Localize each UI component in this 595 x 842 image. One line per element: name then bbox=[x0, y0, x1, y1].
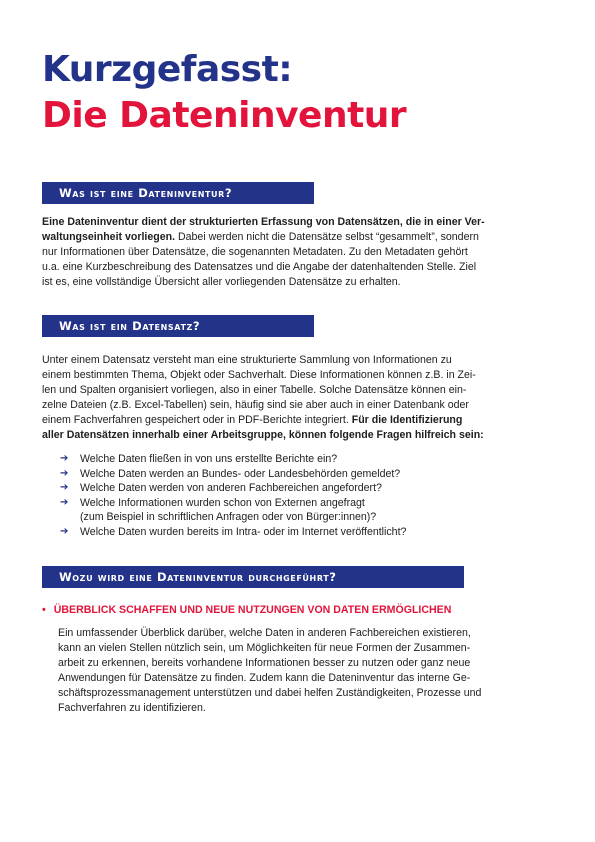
section1-line-5: ist es, eine vollständige Übersicht aller vorliegenden Datensätze zu erhalten. bbox=[42, 276, 401, 288]
section2-line-6 bbox=[42, 428, 542, 443]
section3-line-3: arbeit zu erkennen, bereits vorhandene Informationen besser zu nutzen oder ganz neue bbox=[58, 657, 471, 669]
page-title-line-1: Kurzgefasst: bbox=[42, 49, 293, 90]
section3-line-5: schäftsprozessmanagement unterstützen und dabei helfen Zuständigkeiten, Prozesse und bbox=[58, 687, 482, 699]
section1-line-2-rest: Dabei werden nicht die Datensätze selbst “gesammelt”, sondern bbox=[175, 231, 479, 243]
arrow-right-icon: ➔ bbox=[60, 482, 69, 493]
section3-line-2: kann an vielen Stellen nützlich sein, um Möglichkeiten für neue Formen der Zusammen- bbox=[58, 642, 471, 654]
section2-line-2: einem bestimmten Thema, Objekt oder Sachverhalt. Diese Informationen können z.B. in Zei- bbox=[42, 369, 476, 381]
section2-line-5 bbox=[42, 413, 542, 428]
section1-line-3: nur Informationen über Datensätze, die sogenannten Metadaten. Zu den Metadaten gehört bbox=[42, 246, 468, 258]
list-item bbox=[60, 467, 406, 482]
question-text: Welche Daten wurden bereits im Intra- oder im Internet veröffentlicht? bbox=[80, 525, 407, 538]
section2-line-1: Unter einem Datensatz versteht man eine strukturierte Sammlung von Informationen zu bbox=[42, 354, 452, 366]
section1-bold-2: waltungseinheit vorliegen. bbox=[42, 231, 176, 243]
section-heading-what-is-dataset: Was ist ein Datensatz? bbox=[42, 315, 314, 337]
section-heading-what-is-inventory: Was ist eine Dateninventur? bbox=[42, 182, 314, 204]
section3-line-1: Ein umfassender Überblick darüber, welche Daten in anderen Fachbereichen existieren, bbox=[58, 627, 471, 639]
section3-paragraph bbox=[58, 626, 548, 716]
question-text: Welche Daten werden an Bundes- oder Landesbehörden gemeldet? bbox=[80, 467, 401, 480]
section2-line-3: len und Spalten organisiert vorliegen, also in einer Tabelle. Solche Datensätze können ein- bbox=[42, 384, 467, 396]
question-text: Welche Daten fließen in von uns erstellte Berichte ein? bbox=[80, 453, 338, 465]
arrow-right-icon: ➔ bbox=[60, 525, 69, 537]
section2-line-6-bold: aller Datensätzen innerhalb einer Arbeitsgruppe, können folgende Fragen hilfreich sein: bbox=[42, 429, 484, 441]
section3-subheading bbox=[42, 604, 451, 616]
section2-line-4: zelne Dateien (z.B. Excel-Tabellen) sein, häufig sind sie aber auch in einer Datenbank oder bbox=[42, 399, 469, 411]
section3-line-6: Fachverfahren zu identifizieren. bbox=[58, 702, 206, 714]
section1-line-2 bbox=[42, 230, 542, 245]
question-text: Welche Daten werden von anderen Fachbereichen angefordert? bbox=[80, 482, 382, 494]
list-item bbox=[60, 481, 406, 496]
section1-bold-1: Eine Dateninventur dient der strukturierten Erfassung von Datensätzen, die in einer Ver- bbox=[42, 216, 485, 228]
page-title-line-2: Die Dateninventur bbox=[42, 95, 407, 136]
question-list bbox=[60, 452, 406, 539]
section1-line-1 bbox=[42, 215, 542, 230]
list-item bbox=[60, 525, 406, 540]
list-item bbox=[60, 452, 406, 467]
list-item bbox=[60, 496, 406, 525]
section2-line-5-bold: Für die Identifizierung bbox=[351, 414, 463, 426]
section1-paragraph bbox=[42, 215, 542, 290]
section3-line-4: Anwendungen für Datensätze zu finden. Zudem kann die Dateninventur das interne Ge- bbox=[58, 672, 471, 684]
section1-line-4: u.a. eine Kurzbeschreibung des Datensatzes und die Angabe der datenhaltenden Stelle. Ziel bbox=[42, 261, 477, 273]
arrow-right-icon: ➔ bbox=[60, 453, 69, 464]
arrow-right-icon: ➔ bbox=[60, 467, 69, 479]
question-text-continued: (zum Beispiel in schriftlichen Anfragen oder von Bürger:innen)? bbox=[80, 511, 377, 523]
arrow-right-icon: ➔ bbox=[60, 496, 69, 508]
question-text: Welche Informationen wurden schon von Externen angefragt bbox=[80, 496, 365, 509]
section-heading-why-inventory: Wozu wird eine Dateninventur durchgeführt? bbox=[42, 566, 464, 588]
section2-paragraph bbox=[42, 353, 542, 443]
section2-line-5-plain: einem Fachverfahren gespeichert oder in PDF-Berichte integriert. bbox=[42, 414, 352, 426]
section3-subheading-text: ÜBERBLICK SCHAFFEN UND NEUE NUTZUNGEN VON DATEN ERMÖGLICHEN bbox=[53, 604, 452, 616]
bullet-icon: • bbox=[42, 604, 46, 616]
